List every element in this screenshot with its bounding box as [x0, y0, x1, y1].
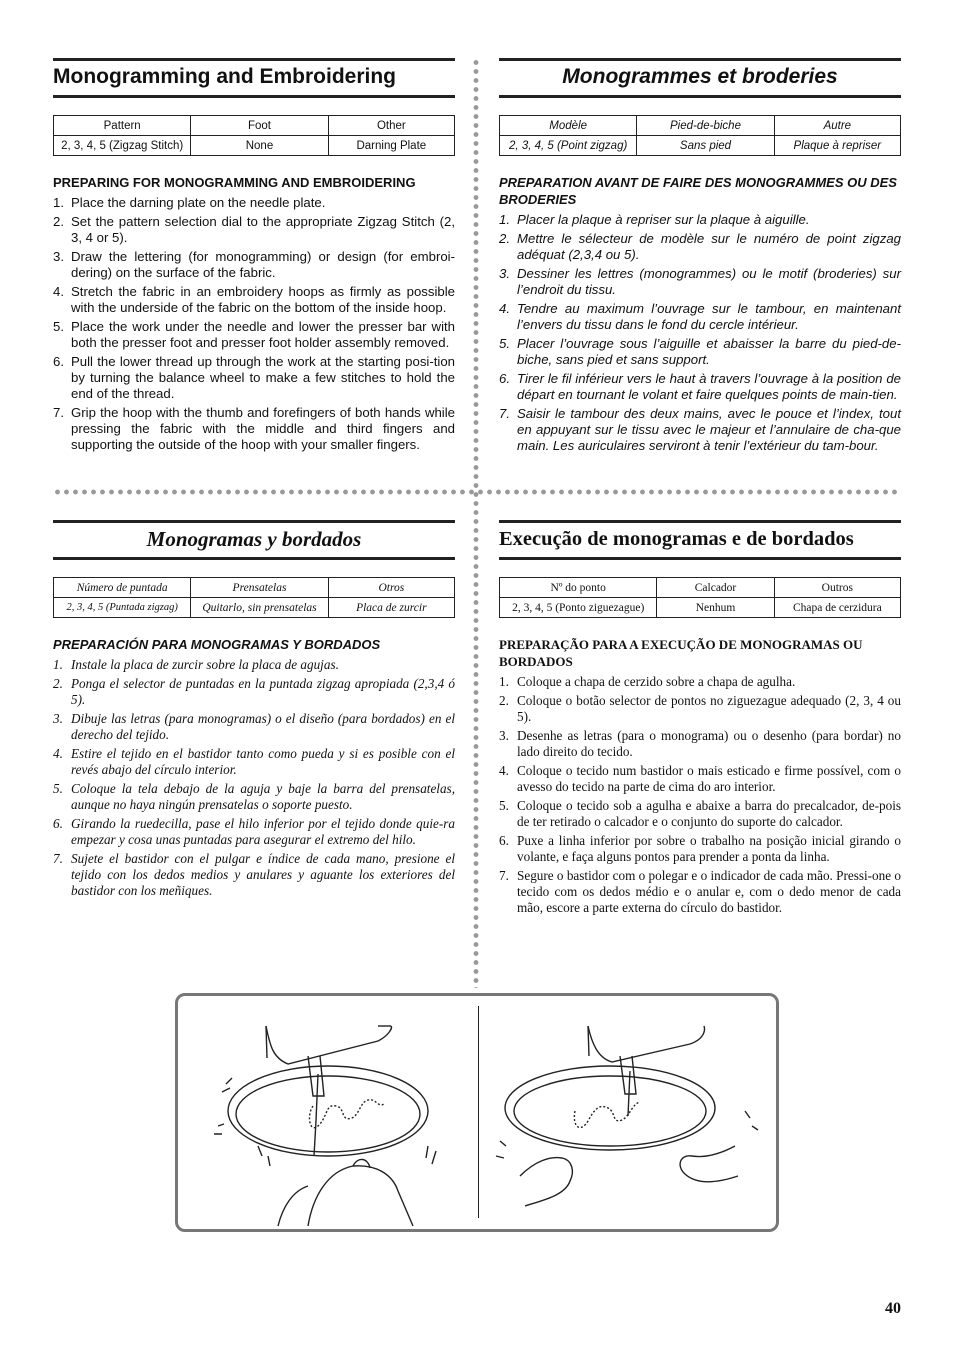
spec-table-english	[53, 115, 455, 156]
instructions-heading-portuguese: PREPARAÇÃO PARA A EXECUÇÃO DE MONOGRAMAS OU BORDADOS	[499, 637, 863, 669]
list-item: 1. Coloque a chapa de cerzido sobre a chapa de agulha.	[499, 674, 796, 689]
list-item: 1. Instale la placa de zurcir sobre la placa de agujas.	[53, 657, 339, 672]
list-item: 3. Desenhe as letras (para o monograma) ou o desenho (para bordar) no lado direito do tecido.	[499, 728, 901, 759]
instructions-heading-english: PREPARING FOR MONOGRAMMING AND EMBROIDERING	[53, 175, 416, 190]
list-item: 3. Draw the lettering (for monogramming) or design (for embroi-dering) on the surface of the fabric.	[53, 249, 455, 280]
list-item: 1. Place the darning plate on the needle plate.	[53, 195, 326, 210]
table-cell: 2, 3, 4, 5 (Ponto ziguezague)	[500, 598, 657, 618]
steps-list-english	[53, 195, 455, 453]
list-item: 7. Sujete el bastidor con el pulgar e índice de cada mano, presione el tejido con los dedos medios y anulares y aguante los exteriores del bastidor con los meñiques.	[53, 851, 455, 898]
table-header: Calcador	[657, 578, 774, 598]
spec-table-spanish	[53, 577, 455, 618]
list-item: 5. Coloque o tecido sob a agulha e abaixe a barra do precalcador, de-pois de ter retirado o calcador e o conjunto do suporte do calcador.	[499, 798, 901, 829]
table-header: Número de puntada	[54, 578, 191, 598]
table-header: Modèle	[500, 116, 637, 136]
section-title-french: Monogrammes et broderies	[499, 58, 901, 98]
list-item: 3. Dibuje las letras (para monogramas) o el diseño (para bordados) en el derecho del tejido.	[53, 711, 455, 742]
table-cell: Placa de zurcir	[328, 598, 454, 618]
section-title-portuguese: Execução de monogramas e de bordados	[499, 520, 901, 560]
illustration-right	[480, 996, 776, 1229]
table-cell: Sans pied	[637, 136, 774, 156]
table-cell: Quitarlo, sin prensatelas	[191, 598, 328, 618]
list-item: 4. Tendre au maximum l’ouvrage sur le tambour, en maintenant l’envers du tissu dans le fond du cercle intérieur.	[499, 301, 901, 332]
list-item: 2. Coloque o botão selector de pontos no ziguezague adequado (2, 3, 4 ou 5).	[499, 693, 901, 724]
section-title-english: Monogramming and Embroidering	[53, 58, 455, 98]
table-cell: Plaque à repriser	[774, 136, 900, 156]
vertical-dotted-divider	[473, 58, 479, 988]
list-item: 7. Grip the hoop with the thumb and forefingers of both hands while pressing the fabric with the middle and third fingers and supporting the outside of the hoop with your smaller fingers.	[53, 405, 455, 452]
list-item: 3. Dessiner les lettres (monogrammes) ou le motif (broderies) sur l’endroit du tissu.	[499, 266, 901, 297]
list-item: 4. Estire el tejido en el bastidor tanto como pueda y si es posible con el revés abajo del círculo interior.	[53, 746, 455, 777]
list-item: 1. Placer la plaque à repriser sur la plaque à aiguille.	[499, 212, 810, 227]
steps-list-french	[499, 212, 901, 454]
list-item: 7. Saisir le tambour des deux mains, avec le pouce et l’index, tout en appuyant sur le tissu avec le majeur et l’annulaire de cha-que main. Les auriculaires serviront à tenir l’extérieur du tam-bour.	[499, 406, 901, 453]
table-header: Otros	[328, 578, 454, 598]
illustration-panel	[175, 993, 779, 1232]
steps-list-portuguese	[499, 674, 901, 916]
list-item: 4. Stretch the fabric in an embroidery hoops as firmly as possible with the underside of the fabric on the bottom of the inside hoop.	[53, 284, 455, 315]
steps-list-spanish	[53, 657, 455, 899]
table-header: Nº do ponto	[500, 578, 657, 598]
section-spanish	[53, 520, 455, 902]
list-item: 6. Pull the lower thread up through the work at the starting posi-tion by turning the balance wheel to make a few stitches to hold the end of the thread.	[53, 354, 455, 401]
section-french	[499, 58, 901, 457]
spec-table-portuguese	[499, 577, 901, 618]
table-header: Prensatelas	[191, 578, 328, 598]
table-cell: 2, 3, 4, 5 (Zigzag Stitch)	[54, 136, 191, 156]
instructions-heading-french: PREPARATION AVANT DE FAIRE DES MONOGRAMMES OU DES BRODERIES	[499, 175, 897, 207]
illustration-divider	[478, 1006, 479, 1218]
table-cell: Chapa de cerzidura	[774, 598, 900, 618]
list-item: 5. Place the work under the needle and lower the presser bar with both the presser foot and presser foot holder assembly removed.	[53, 319, 455, 350]
section-english	[53, 58, 455, 456]
table-header: Outros	[774, 578, 900, 598]
table-cell: 2, 3, 4, 5 (Puntada zigzag)	[54, 598, 191, 618]
table-cell: 2, 3, 4, 5 (Point zigzag)	[500, 136, 637, 156]
table-cell: None	[191, 136, 328, 156]
horizontal-dotted-divider	[53, 489, 901, 495]
list-item: 4. Coloque o tecido num bastidor o mais esticado e firme possível, com o avesso do tecido na parte de cima do aro interior.	[499, 763, 901, 794]
spec-table-french	[499, 115, 901, 156]
list-item: 6. Puxe a linha inferior por sobre o trabalho na posição inicial girando o volante, e faça alguns pontos para prender a ponta da linha.	[499, 833, 901, 864]
instructions-heading-spanish: PREPARACIÓN PARA MONOGRAMAS Y BORDADOS	[53, 637, 381, 652]
page-number: 40	[885, 1300, 901, 1317]
table-cell: Nenhum	[657, 598, 774, 618]
table-header: Autre	[774, 116, 900, 136]
list-item: 2. Ponga el selector de puntadas en la puntada zigzag apropiada (2,3,4 ó 5).	[53, 676, 455, 707]
list-item: 6. Tirer le fil inférieur vers le haut à travers l’ouvrage à la position de départ en tournant le volant et faire quelques points de main-tien.	[499, 371, 901, 402]
list-item: 5. Placer l’ouvrage sous l’aiguille et abaisser la barre du pied-de-biche, sans pied et sans support.	[499, 336, 901, 367]
list-item: 6. Girando la ruedecilla, pase el hilo inferior por el tejido donde quie-ra empezar y cosa unas puntadas para asegurar el extremo del hilo.	[53, 816, 455, 847]
list-item: 7. Segure o bastidor com o polegar e o indicador de cada mão. Pressi-one o tecido com os dedos médio e o anular e, com o dedo menor de cada mão, escore a parte externa do círculo do bastidor.	[499, 868, 901, 915]
list-item: 2. Mettre le sélecteur de modèle sur le numéro de point zigzag adéquat (2,3,4 ou 5).	[499, 231, 901, 262]
table-header: Pattern	[54, 116, 191, 136]
section-portuguese	[499, 520, 901, 919]
list-item: 5. Coloque la tela debajo de la aguja y baje la barra del prensatelas, aunque no haya ningún prensatelas o soporte puesto.	[53, 781, 455, 812]
section-title-spanish: Monogramas y bordados	[53, 520, 455, 560]
table-cell: Darning Plate	[328, 136, 454, 156]
illustration-left	[178, 996, 478, 1229]
list-item: 2. Set the pattern selection dial to the appropriate Zigzag Stitch (2, 3, 4 or 5).	[53, 214, 455, 245]
table-header: Pied-de-biche	[637, 116, 774, 136]
table-header: Other	[328, 116, 454, 136]
table-header: Foot	[191, 116, 328, 136]
